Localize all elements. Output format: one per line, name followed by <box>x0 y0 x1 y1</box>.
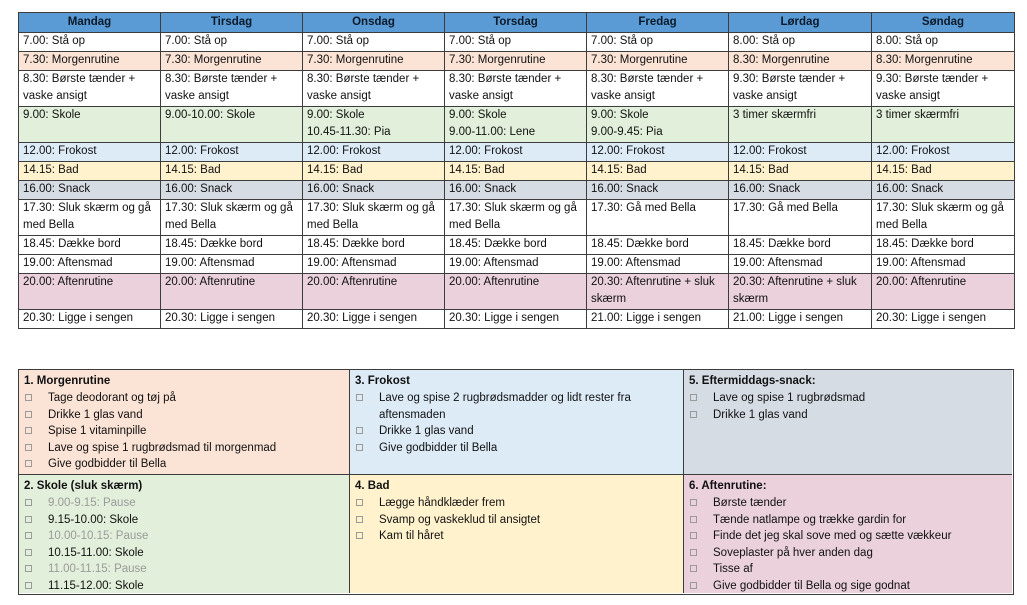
schedule-cell: 17.30: Gå med Bella <box>729 200 872 236</box>
checklist-item-label: 11.00-11.15: Pause <box>48 563 147 575</box>
checkbox-icon[interactable] <box>690 565 697 572</box>
checklist-item-label: 10.00-10.15: Pause <box>48 530 149 542</box>
schedule-cell: 14.15: Bad <box>587 162 729 181</box>
checkbox-icon[interactable] <box>690 549 697 556</box>
schedule-cell: 12.00: Frokost <box>872 143 1015 162</box>
schedule-cell: 3 timer skærmfri <box>729 107 872 143</box>
schedule-cell: 12.00: Frokost <box>19 143 161 162</box>
checkbox-icon[interactable] <box>25 582 32 589</box>
schedule-cell: 7.00: Stå op <box>445 33 587 52</box>
checklist-aftenrutine <box>684 474 1012 593</box>
schedule-row <box>19 107 1015 143</box>
checkbox-icon[interactable] <box>25 516 32 523</box>
schedule-cell: 8.30: Morgenrutine <box>729 52 872 71</box>
checklist-item-label: Børste tænder <box>713 497 787 509</box>
schedule-cell: 3 timer skærmfri <box>872 107 1015 143</box>
schedule-cell: 17.30: Sluk skærm og gå med Bella <box>445 200 587 236</box>
checklist-item <box>689 390 1007 407</box>
checklist-item <box>24 440 344 457</box>
day-header: Onsdag <box>303 13 445 33</box>
checklist-item <box>24 495 344 512</box>
schedule-cell: 14.15: Bad <box>303 162 445 181</box>
day-header: Fredag <box>587 13 729 33</box>
checklist-item <box>355 495 678 512</box>
schedule-cell: 19.00: Aftensmad <box>445 255 587 274</box>
schedule-row <box>19 255 1015 274</box>
schedule-cell: 18.45: Dække bord <box>303 236 445 255</box>
checklist-items <box>355 495 678 545</box>
day-header: Mandag <box>19 13 161 33</box>
schedule-cell: 18.45: Dække bord <box>445 236 587 255</box>
schedule-cell: 14.15: Bad <box>729 162 872 181</box>
schedule-cell: 18.45: Dække bord <box>161 236 303 255</box>
schedule-row <box>19 33 1015 52</box>
schedule-cell: 20.00: Aftenrutine <box>161 274 303 310</box>
schedule-cell: 12.00: Frokost <box>445 143 587 162</box>
schedule-cell: 21.00: Ligge i sengen <box>729 310 872 329</box>
checkbox-icon[interactable] <box>25 499 32 506</box>
schedule-cell: 21.00: Ligge i sengen <box>587 310 729 329</box>
checklist-title: 4. Bad <box>355 480 390 492</box>
schedule-cell: 20.30: Ligge i sengen <box>445 310 587 329</box>
checklist-item-label: Drikke 1 glas vand <box>713 408 808 421</box>
checklist-items <box>689 495 1007 593</box>
checkbox-icon[interactable] <box>25 549 32 556</box>
schedule-cell: 19.00: Aftensmad <box>729 255 872 274</box>
checklist-item-label: Lave og spise 1 rugbrødsmad til morgenmad <box>48 441 277 454</box>
checklist-item-label: Soveplaster på hver anden dag <box>713 546 873 559</box>
checklist-title: 2. Skole (sluk skærm) <box>24 480 143 492</box>
schedule-body <box>19 33 1015 329</box>
checklist-item-label: Drikke 1 glas vand <box>379 425 474 437</box>
schedule-cell: 14.15: Bad <box>872 162 1015 181</box>
checklist-item <box>24 561 344 578</box>
day-header: Tirsdag <box>161 13 303 33</box>
checklist-title: 1. Morgenrutine <box>24 375 111 387</box>
schedule-cell: 19.00: Aftensmad <box>587 255 729 274</box>
checklist-item <box>689 495 1007 512</box>
schedule-cell: 14.15: Bad <box>445 162 587 181</box>
schedule-cell: 8.30: Børste tænder + vaske ansigt <box>19 71 161 107</box>
schedule-cell: 20.30: Aftenrutine + sluk skærm <box>729 274 872 310</box>
schedule-cell: 12.00: Frokost <box>729 143 872 162</box>
checklist-frokost <box>350 370 684 474</box>
checklist-item-label: Give godbidder til Bella og sige godnat <box>713 579 910 592</box>
checkbox-icon[interactable] <box>25 444 32 451</box>
checkbox-icon[interactable] <box>25 460 32 467</box>
schedule-cell: 8.30: Børste tænder + vaske ansigt <box>445 71 587 107</box>
checklist-item-label: Spise 1 vitaminpille <box>48 425 147 437</box>
checklist-title: 3. Frokost <box>355 375 410 387</box>
schedule-row <box>19 181 1015 200</box>
schedule-cell: 8.30: Børste tænder + vaske ansigt <box>587 71 729 107</box>
schedule-cell: 9.00: Skole 9.00-11.00: Lene <box>445 107 587 143</box>
checklist-item-label: Kam til håret <box>379 530 444 542</box>
schedule-cell: 9.00: Skole <box>19 107 161 143</box>
schedule-cell: 18.45: Dække bord <box>587 236 729 255</box>
checklist-item <box>355 528 678 545</box>
checklist-item-label: Lave og spise 2 rugbrødsmadder og lidt rester fra aftensmaden <box>379 392 631 421</box>
schedule-cell: 16.00: Snack <box>729 181 872 200</box>
schedule-cell: 20.30: Ligge i sengen <box>303 310 445 329</box>
checklist-skole <box>19 474 350 593</box>
checklist-item <box>24 390 344 407</box>
schedule-cell: 17.30: Sluk skærm og gå med Bella <box>872 200 1015 236</box>
schedule-cell: 7.30: Morgenrutine <box>161 52 303 71</box>
schedule-cell: 20.30: Ligge i sengen <box>19 310 161 329</box>
checkbox-icon[interactable] <box>356 499 363 506</box>
checklist-item-label: 11.15-12.00: Skole <box>48 579 144 592</box>
checklist-item-label: 9.15-10.00: Skole <box>48 513 139 526</box>
schedule-cell: 17.30: Sluk skærm og gå med Bella <box>161 200 303 236</box>
weekly-schedule-table <box>18 12 1015 329</box>
checkbox-icon[interactable] <box>25 427 32 434</box>
day-header: Lørdag <box>729 13 872 33</box>
checkbox-icon[interactable] <box>690 582 697 589</box>
checklist-item <box>24 528 344 545</box>
schedule-cell: 20.00: Aftenrutine <box>19 274 161 310</box>
checklist-item-label: Give godbidder til Bella <box>379 441 498 454</box>
checkbox-icon[interactable] <box>25 532 32 539</box>
checklist-items <box>355 390 678 456</box>
checkbox-icon[interactable] <box>25 394 32 401</box>
schedule-cell: 16.00: Snack <box>445 181 587 200</box>
schedule-cell: 8.00: Stå op <box>872 33 1015 52</box>
day-header-row <box>19 13 1015 33</box>
checklist-item <box>689 578 1007 594</box>
schedule-row <box>19 52 1015 71</box>
checklist-item-label: Give godbidder til Bella <box>48 458 167 470</box>
checklist-eftermiddags-snack <box>684 370 1012 474</box>
schedule-row <box>19 236 1015 255</box>
schedule-cell: 8.30: Børste tænder + vaske ansigt <box>161 71 303 107</box>
schedule-cell: 16.00: Snack <box>161 181 303 200</box>
schedule-cell: 16.00: Snack <box>587 181 729 200</box>
checklist-item-label: Svamp og vaskeklud til ansigtet <box>379 513 541 526</box>
checklist-item <box>24 423 344 440</box>
schedule-row <box>19 310 1015 329</box>
checkbox-icon[interactable] <box>690 499 697 506</box>
schedule-cell: 20.30: Ligge i sengen <box>872 310 1015 329</box>
schedule-cell: 8.30: Morgenrutine <box>872 52 1015 71</box>
schedule-row <box>19 200 1015 236</box>
checklist-item-label: Finde det jeg skal sove med og sætte vækkeur <box>713 530 952 542</box>
schedule-cell: 18.45: Dække bord <box>19 236 161 255</box>
schedule-row <box>19 71 1015 107</box>
schedule-cell: 20.30: Aftenrutine + sluk skærm <box>587 274 729 310</box>
schedule-cell: 20.00: Aftenrutine <box>445 274 587 310</box>
schedule-cell: 16.00: Snack <box>303 181 445 200</box>
checkbox-icon[interactable] <box>690 394 697 401</box>
schedule-cell: 17.30: Gå med Bella <box>587 200 729 236</box>
schedule-cell: 14.15: Bad <box>161 162 303 181</box>
day-header: Søndag <box>872 13 1015 33</box>
checklist-item <box>689 561 1007 578</box>
checkbox-icon[interactable] <box>356 516 363 523</box>
schedule-cell: 19.00: Aftensmad <box>303 255 445 274</box>
schedule-cell: 7.00: Stå op <box>161 33 303 52</box>
checklist-item <box>24 545 344 562</box>
checklist-items <box>24 495 344 593</box>
checklist-item <box>24 407 344 424</box>
schedule-cell: 7.30: Morgenrutine <box>303 52 445 71</box>
checkbox-icon[interactable] <box>690 516 697 523</box>
schedule-cell: 20.00: Aftenrutine <box>303 274 445 310</box>
schedule-cell: 20.30: Ligge i sengen <box>161 310 303 329</box>
checklist-bad <box>350 474 684 593</box>
checkbox-icon[interactable] <box>356 444 363 451</box>
checkbox-icon[interactable] <box>356 427 363 434</box>
checklist-item <box>355 423 678 440</box>
schedule-cell: 7.00: Stå op <box>587 33 729 52</box>
checklist-item-label: 9.00-9.15: Pause <box>48 497 136 509</box>
schedule-cell: 9.30: Børste tænder + vaske ansigt <box>729 71 872 107</box>
day-header: Torsdag <box>445 13 587 33</box>
schedule-cell: 9.30: Børste tænder + vaske ansigt <box>872 71 1015 107</box>
checklist-item <box>689 407 1007 424</box>
schedule-row <box>19 143 1015 162</box>
schedule-cell: 19.00: Aftensmad <box>872 255 1015 274</box>
schedule-cell: 7.30: Morgenrutine <box>445 52 587 71</box>
checklist-item <box>24 578 344 594</box>
checklist-item-label: Tænde natlampe og trække gardin for <box>713 513 907 526</box>
schedule-cell: 12.00: Frokost <box>161 143 303 162</box>
schedule-cell: 7.00: Stå op <box>303 33 445 52</box>
checkbox-icon[interactable] <box>356 394 363 401</box>
schedule-cell: 14.15: Bad <box>19 162 161 181</box>
schedule-cell: 16.00: Snack <box>872 181 1015 200</box>
schedule-cell: 16.00: Snack <box>19 181 161 200</box>
schedule-cell: 7.30: Morgenrutine <box>587 52 729 71</box>
checklist-items <box>689 390 1007 423</box>
schedule-cell: 19.00: Aftensmad <box>19 255 161 274</box>
checklist-item <box>24 456 344 473</box>
schedule-cell: 18.45: Dække bord <box>872 236 1015 255</box>
schedule-cell: 18.45: Dække bord <box>729 236 872 255</box>
checklist-item <box>355 440 678 457</box>
checkbox-icon[interactable] <box>356 532 363 539</box>
checklist-item-label: 10.15-11.00: Skole <box>48 546 144 559</box>
schedule-cell: 19.00: Aftensmad <box>161 255 303 274</box>
schedule-cell: 12.00: Frokost <box>303 143 445 162</box>
checklist-item-label: Tage deodorant og tøj på <box>48 392 176 404</box>
schedule-cell: 8.30: Børste tænder + vaske ansigt <box>303 71 445 107</box>
checklist-morgenrutine <box>19 370 350 474</box>
checklist-item <box>689 528 1007 545</box>
schedule-cell: 8.00: Stå op <box>729 33 872 52</box>
checklist-item <box>355 390 678 423</box>
schedule-cell: 7.30: Morgenrutine <box>19 52 161 71</box>
schedule-cell: 17.30: Sluk skærm og gå med Bella <box>19 200 161 236</box>
checklist-item-label: Lave og spise 1 rugbrødsmad <box>713 392 866 404</box>
checklist-title: 6. Aftenrutine: <box>689 480 767 492</box>
schedule-cell: 20.00: Aftenrutine <box>872 274 1015 310</box>
schedule-row <box>19 162 1015 181</box>
checklist-item <box>24 512 344 529</box>
checklist-item-label: Drikke 1 glas vand <box>48 408 143 421</box>
schedule-row <box>19 274 1015 310</box>
checkbox-icon[interactable] <box>690 532 697 539</box>
schedule-cell: 17.30: Sluk skærm og gå med Bella <box>303 200 445 236</box>
schedule-cell: 7.00: Stå op <box>19 33 161 52</box>
schedule-cell: 9.00: Skole 10.45-11.30: Pia <box>303 107 445 143</box>
schedule-cell: 12.00: Frokost <box>587 143 729 162</box>
checklist-item <box>355 512 678 529</box>
checklist-title: 5. Eftermiddags-snack: <box>689 375 816 387</box>
checklist-item-label: Lægge håndklæder frem <box>379 497 505 509</box>
checklist-item <box>689 545 1007 562</box>
checkbox-icon[interactable] <box>690 411 697 418</box>
checklist-item-label: Tisse af <box>713 563 753 575</box>
schedule-cell: 9.00: Skole 9.00-9.45: Pia <box>587 107 729 143</box>
schedule-cell: 9.00-10.00: Skole <box>161 107 303 143</box>
checklist-panel <box>18 369 1014 595</box>
checklist-items <box>24 390 344 473</box>
checkbox-icon[interactable] <box>25 411 32 418</box>
checklist-item <box>689 512 1007 529</box>
checkbox-icon[interactable] <box>25 565 32 572</box>
